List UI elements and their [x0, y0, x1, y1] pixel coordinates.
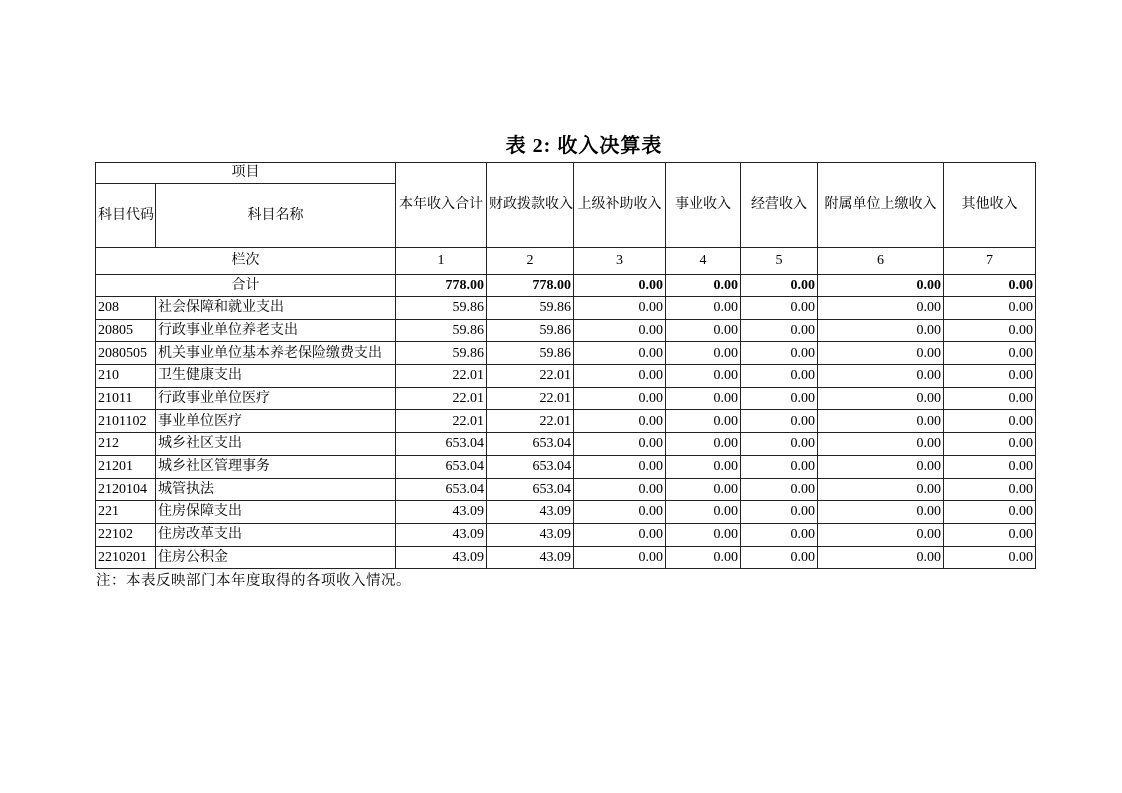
table-row	[96, 501, 1036, 524]
row-value: 0.00	[666, 410, 741, 433]
table-row	[96, 365, 1036, 388]
row-value: 0.00	[741, 410, 818, 433]
row-value: 0.00	[666, 546, 741, 569]
footnote: 注：本表反映部门本年度取得的各项收入情况。	[96, 573, 411, 589]
row-value: 0.00	[818, 365, 944, 388]
header-col-other-income: 其他收入	[944, 163, 1036, 248]
row-value: 653.04	[487, 433, 574, 456]
header-subject-name: 科目名称	[156, 184, 396, 248]
page-title: 表 2: 收入决算表	[505, 135, 663, 157]
total-value: 0.00	[666, 275, 741, 297]
row-code: 22102	[96, 523, 156, 546]
lanci-index: 3	[574, 248, 666, 275]
row-value: 0.00	[574, 297, 666, 320]
row-value: 59.86	[487, 342, 574, 365]
table-row	[96, 410, 1036, 433]
row-value: 0.00	[666, 433, 741, 456]
lanci-index: 7	[944, 248, 1036, 275]
row-value: 0.00	[574, 387, 666, 410]
row-value: 0.00	[574, 501, 666, 524]
header-col-fiscal-appropriation: 财政拨款收入	[487, 163, 574, 248]
row-value: 59.86	[487, 297, 574, 320]
header-col-superior-subsidy: 上级补助收入	[574, 163, 666, 248]
lanci-index: 6	[818, 248, 944, 275]
row-value: 653.04	[487, 478, 574, 501]
row-value: 43.09	[396, 546, 487, 569]
row-value: 0.00	[574, 478, 666, 501]
row-name: 社会保障和就业支出	[156, 297, 396, 320]
table-row	[96, 433, 1036, 456]
header-subject-code: 科目代码	[96, 184, 156, 248]
table-row	[96, 342, 1036, 365]
row-value: 0.00	[741, 455, 818, 478]
row-value: 0.00	[666, 523, 741, 546]
row-value: 0.00	[666, 501, 741, 524]
row-value: 0.00	[818, 523, 944, 546]
row-value: 22.01	[396, 387, 487, 410]
row-name: 城乡社区管理事务	[156, 455, 396, 478]
row-name: 行政事业单位养老支出	[156, 319, 396, 342]
row-code: 2101102	[96, 410, 156, 433]
row-value: 0.00	[666, 297, 741, 320]
total-value: 778.00	[487, 275, 574, 297]
row-value: 0.00	[944, 433, 1036, 456]
table-row	[96, 478, 1036, 501]
row-value: 43.09	[396, 523, 487, 546]
row-code: 2080505	[96, 342, 156, 365]
row-code: 2210201	[96, 546, 156, 569]
row-value: 43.09	[487, 523, 574, 546]
row-code: 208	[96, 297, 156, 320]
row-name: 城乡社区支出	[156, 433, 396, 456]
row-value: 653.04	[396, 478, 487, 501]
row-value: 0.00	[741, 546, 818, 569]
total-label: 合计	[96, 275, 396, 297]
row-value: 653.04	[396, 455, 487, 478]
row-value: 0.00	[944, 410, 1036, 433]
row-value: 0.00	[574, 455, 666, 478]
row-value: 0.00	[741, 342, 818, 365]
row-value: 0.00	[741, 365, 818, 388]
row-code: 21201	[96, 455, 156, 478]
row-name: 行政事业单位医疗	[156, 387, 396, 410]
column-index-row	[96, 248, 1036, 275]
row-value: 22.01	[487, 365, 574, 388]
total-row	[96, 275, 1036, 297]
row-value: 0.00	[741, 433, 818, 456]
row-value: 0.00	[574, 546, 666, 569]
row-value: 0.00	[944, 365, 1036, 388]
row-value: 0.00	[818, 433, 944, 456]
row-value: 0.00	[666, 342, 741, 365]
row-value: 59.86	[487, 319, 574, 342]
lanci-index: 2	[487, 248, 574, 275]
table-row	[96, 523, 1036, 546]
table-row	[96, 546, 1036, 569]
row-value: 0.00	[574, 523, 666, 546]
row-value: 0.00	[944, 455, 1036, 478]
row-value: 0.00	[944, 478, 1036, 501]
row-value: 0.00	[944, 342, 1036, 365]
header-row-project	[96, 163, 1036, 184]
header-col-subordinate-remittance: 附属单位上缴收入	[818, 163, 944, 248]
row-value: 0.00	[741, 478, 818, 501]
row-value: 0.00	[818, 478, 944, 501]
row-value: 59.86	[396, 297, 487, 320]
row-value: 0.00	[574, 365, 666, 388]
row-code: 212	[96, 433, 156, 456]
row-value: 653.04	[396, 433, 487, 456]
row-value: 0.00	[818, 297, 944, 320]
row-value: 0.00	[666, 365, 741, 388]
row-code: 210	[96, 365, 156, 388]
total-value: 0.00	[574, 275, 666, 297]
income-table	[95, 162, 1036, 569]
row-name: 卫生健康支出	[156, 365, 396, 388]
row-value: 0.00	[818, 387, 944, 410]
row-code: 20805	[96, 319, 156, 342]
row-name: 城管执法	[156, 478, 396, 501]
row-value: 22.01	[487, 387, 574, 410]
row-value: 43.09	[487, 546, 574, 569]
row-value: 0.00	[741, 297, 818, 320]
table-row	[96, 319, 1036, 342]
row-code: 2120104	[96, 478, 156, 501]
lanci-index: 5	[741, 248, 818, 275]
row-value: 0.00	[944, 387, 1036, 410]
lanci-index: 4	[666, 248, 741, 275]
row-value: 0.00	[666, 319, 741, 342]
total-value: 0.00	[944, 275, 1036, 297]
row-name: 住房保障支出	[156, 501, 396, 524]
table-row	[96, 297, 1036, 320]
total-value: 0.00	[741, 275, 818, 297]
lanci-label: 栏次	[96, 248, 396, 275]
row-value: 0.00	[574, 319, 666, 342]
row-value: 0.00	[818, 455, 944, 478]
row-value: 0.00	[944, 501, 1036, 524]
row-value: 0.00	[818, 501, 944, 524]
row-value: 22.01	[396, 365, 487, 388]
row-name: 住房公积金	[156, 546, 396, 569]
row-value: 0.00	[574, 342, 666, 365]
row-value: 0.00	[944, 546, 1036, 569]
total-value: 778.00	[396, 275, 487, 297]
row-value: 43.09	[396, 501, 487, 524]
header-col-operating-income: 经营收入	[741, 163, 818, 248]
row-value: 0.00	[944, 297, 1036, 320]
header-col-total-income: 本年收入合计	[396, 163, 487, 248]
row-value: 59.86	[396, 342, 487, 365]
row-value: 0.00	[666, 455, 741, 478]
total-value: 0.00	[818, 275, 944, 297]
row-value: 0.00	[944, 523, 1036, 546]
row-name: 事业单位医疗	[156, 410, 396, 433]
row-value: 0.00	[574, 410, 666, 433]
lanci-index: 1	[396, 248, 487, 275]
row-value: 0.00	[818, 410, 944, 433]
row-name: 住房改革支出	[156, 523, 396, 546]
row-value: 59.86	[396, 319, 487, 342]
row-value: 22.01	[487, 410, 574, 433]
row-value: 0.00	[666, 387, 741, 410]
header-project: 项目	[96, 163, 396, 184]
table-row	[96, 387, 1036, 410]
row-value: 22.01	[396, 410, 487, 433]
header-col-business-income: 事业收入	[666, 163, 741, 248]
row-code: 221	[96, 501, 156, 524]
row-code: 21011	[96, 387, 156, 410]
row-name: 机关事业单位基本养老保险缴费支出	[156, 342, 396, 365]
row-value: 0.00	[741, 523, 818, 546]
row-value: 0.00	[818, 546, 944, 569]
row-value: 0.00	[741, 387, 818, 410]
row-value: 0.00	[944, 319, 1036, 342]
row-value: 0.00	[818, 342, 944, 365]
row-value: 0.00	[818, 319, 944, 342]
row-value: 43.09	[487, 501, 574, 524]
row-value: 653.04	[487, 455, 574, 478]
row-value: 0.00	[741, 319, 818, 342]
row-value: 0.00	[741, 501, 818, 524]
row-value: 0.00	[666, 478, 741, 501]
table-row	[96, 455, 1036, 478]
row-value: 0.00	[574, 433, 666, 456]
